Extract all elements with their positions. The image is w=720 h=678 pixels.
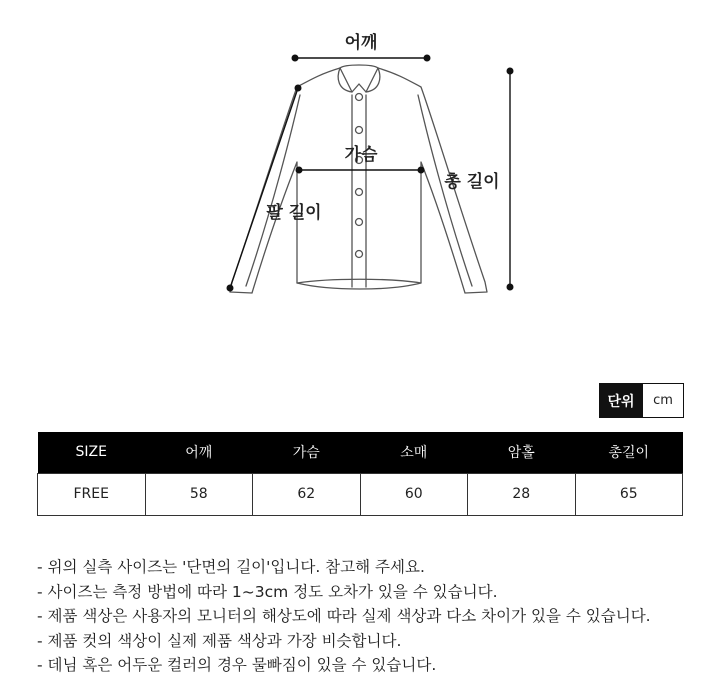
cell-chest: 62 xyxy=(253,473,361,515)
shirt-button xyxy=(356,219,363,226)
header-size: SIZE xyxy=(38,432,146,473)
header-shoulder: 어깨 xyxy=(145,432,253,473)
measure-dot xyxy=(507,284,514,291)
unit-value: cm xyxy=(643,383,684,418)
cell-sleeve: 60 xyxy=(360,473,468,515)
measure-dot xyxy=(507,68,514,75)
unit-key: 단위 xyxy=(599,383,643,418)
measure-dot xyxy=(296,167,303,174)
table-row xyxy=(38,473,683,515)
cell-total-length: 65 xyxy=(575,473,683,515)
header-total-length: 총길이 xyxy=(575,432,683,473)
unit-indicator xyxy=(599,383,684,418)
measure-dot xyxy=(424,55,431,62)
cell-armhole: 28 xyxy=(468,473,576,515)
shoulder-label: 어깨 xyxy=(344,33,378,53)
total-length-label: 총 길이 xyxy=(444,172,500,192)
measure-dot xyxy=(295,85,302,92)
measure-dot xyxy=(292,55,299,62)
note-item: - 위의 실측 사이즈는 '단면의 길이'입니다. 참고해 주세요. xyxy=(37,558,425,576)
sleeve-measure-line xyxy=(230,88,298,288)
size-table-header-row xyxy=(38,432,683,473)
cell-shoulder: 58 xyxy=(145,473,253,515)
shirt-button xyxy=(356,127,363,134)
header-chest: 가슴 xyxy=(253,432,361,473)
header-armhole: 암홀 xyxy=(468,432,576,473)
note-item: - 사이즈는 측정 방법에 따라 1~3cm 정도 오차가 있을 수 있습니다. xyxy=(37,582,498,601)
shirt-buttons xyxy=(356,94,363,258)
sleeve-length-label: 팔 길이 xyxy=(266,203,322,223)
notes-list xyxy=(37,555,707,678)
note-item: - 데님 혹은 어두운 컬러의 경우 물빠짐이 있을 수 있습니다. xyxy=(37,656,437,674)
measure-dot xyxy=(418,167,425,174)
shirt-button xyxy=(356,189,363,196)
shirt-button xyxy=(356,251,363,258)
note-item: - 제품 색상은 사용자의 모니터의 해상도에 따라 실제 색상과 다소 차이가 있을 수 있습니다. xyxy=(37,607,651,625)
cell-size: FREE xyxy=(38,473,146,515)
header-sleeve: 소매 xyxy=(360,432,468,473)
chest-label: 가슴 xyxy=(344,145,378,165)
measure-dot xyxy=(227,285,234,292)
size-table xyxy=(37,432,683,516)
shirt-button xyxy=(356,94,363,101)
note-item: - 제품 컷의 색상이 실제 제품 색상과 가장 비슷합니다. xyxy=(37,631,402,650)
